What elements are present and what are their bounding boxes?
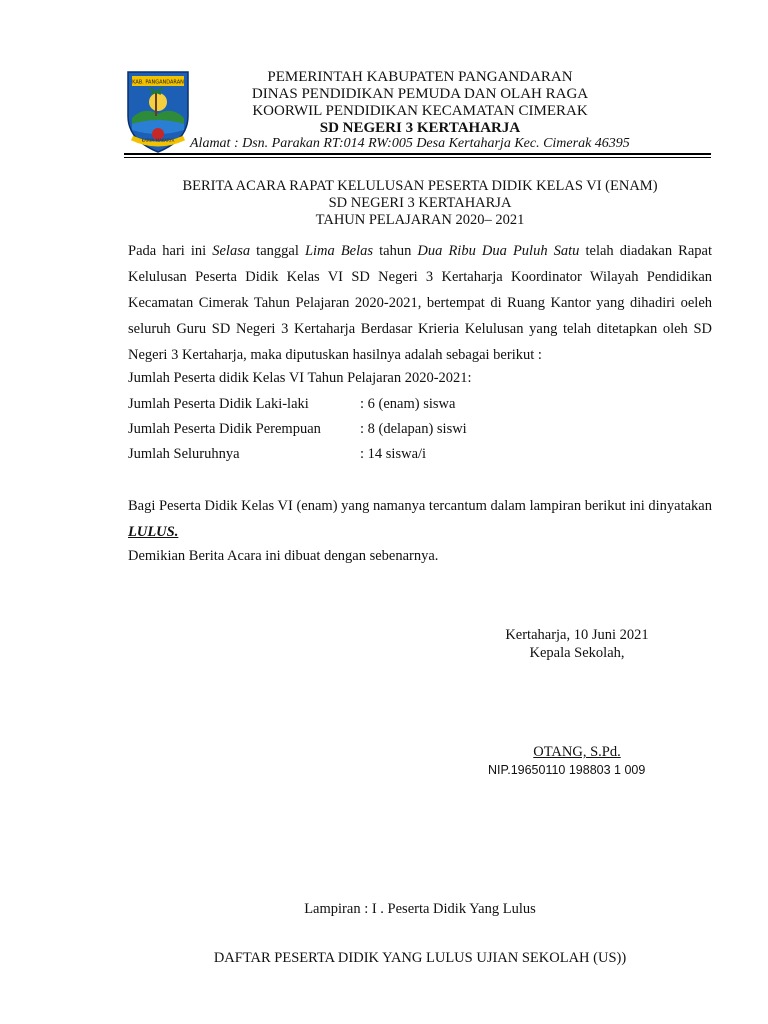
signatory-name: OTANG, S.Pd. <box>533 744 621 760</box>
intro-date: Lima Belas <box>304 243 374 259</box>
count-row-male <box>128 396 456 413</box>
letterhead-address: Alamat : Dsn. Parakan RT:014 RW:005 Desa Kertaharja Kec. Cimerak 46395 <box>190 136 630 151</box>
intro-year: Dua Ribu Dua Puluh Satu <box>417 243 580 259</box>
attachment-list-title: DAFTAR PESERTA DIDIK YANG LULUS UJIAN SEKOLAH (US)) <box>213 950 627 966</box>
document-title-school: SD NEGERI 3 KERTAHARJA <box>328 195 512 211</box>
letterhead-line-government: PEMERINTAH KABUPATEN PANGANDARAN <box>267 69 573 85</box>
intro-paragraph: Pada hari ini Selasa tanggal Lima Belas tahun Dua Ribu Dua Puluh Satu telah diadakan Rapat Kelulusan Peserta Didik Kelas VI SD Negeri 3 Kertaharja Koordinator Wilayah Pendidikan Kecamatan Cimerak Tahun Pelajaran 2020-2021, bertempat di Ruang Kantor yang dihadiri oeleh seluruh Guru SD Negeri 3 Kertaharja Berdasar Krieria Kelulusan yang telah ditetapkan oleh SD Negeri 3 Kertaharja, maka diputuskan hasilnya adalah sebagai berikut : <box>128 243 712 363</box>
logo-motto: KARYA MAKARYA <box>141 138 175 143</box>
count-value: : 14 siswa/i <box>360 446 427 462</box>
count-value: : 6 (enam) siswa <box>360 396 456 412</box>
document-title-year: TAHUN PELAJARAN 2020– 2021 <box>315 212 525 228</box>
attachment-label: Lampiran : I . Peserta Didik Yang Lulus <box>304 901 536 917</box>
count-label: Jumlah Seluruhnya <box>128 446 240 462</box>
letterhead-line-department: DINAS PENDIDIKAN PEMUDA DAN OLAH RAGA <box>251 86 589 102</box>
count-row-female <box>128 421 467 438</box>
decision-paragraph: Bagi Peserta Didik Kelas VI (enam) yang namanya tercantum dalam lampiran berikut ini dinyatakan LULUS. <box>128 498 712 540</box>
decision-result: LULUS. <box>128 524 179 540</box>
document-title: BERITA ACARA RAPAT KELULUSAN PESERTA DIDIK KELAS VI (ENAM) <box>182 178 658 194</box>
closing-statement: Demikian Berita Acara ini dibuat dengan sebenarnya. <box>128 548 439 564</box>
count-label: Jumlah Peserta Didik Laki-laki <box>128 396 309 412</box>
counts-heading: Jumlah Peserta didik Kelas VI Tahun Pelajaran 2020-2021: <box>128 370 472 386</box>
intro-day: Selasa <box>212 243 251 259</box>
count-row-total <box>128 446 427 463</box>
count-value: : 8 (delapan) siswi <box>360 421 467 437</box>
letterhead-divider-thin <box>124 157 711 158</box>
logo-text: KAB. PANGANDARAN <box>132 79 184 86</box>
letterhead-line-koorwil: KOORWIL PENDIDIKAN KECAMATAN CIMERAK <box>252 103 588 119</box>
signatory-nip: NIP.19650110 198803 1 009 <box>488 763 646 777</box>
signature-position: Kepala Sekolah, <box>529 645 625 661</box>
count-label: Jumlah Peserta Didik Perempuan <box>128 421 321 437</box>
letterhead-school-name: SD NEGERI 3 KERTAHARJA <box>319 120 521 136</box>
letterhead-divider <box>124 153 711 155</box>
signature-place-date: Kertaharja, 10 Juni 2021 <box>505 627 649 643</box>
